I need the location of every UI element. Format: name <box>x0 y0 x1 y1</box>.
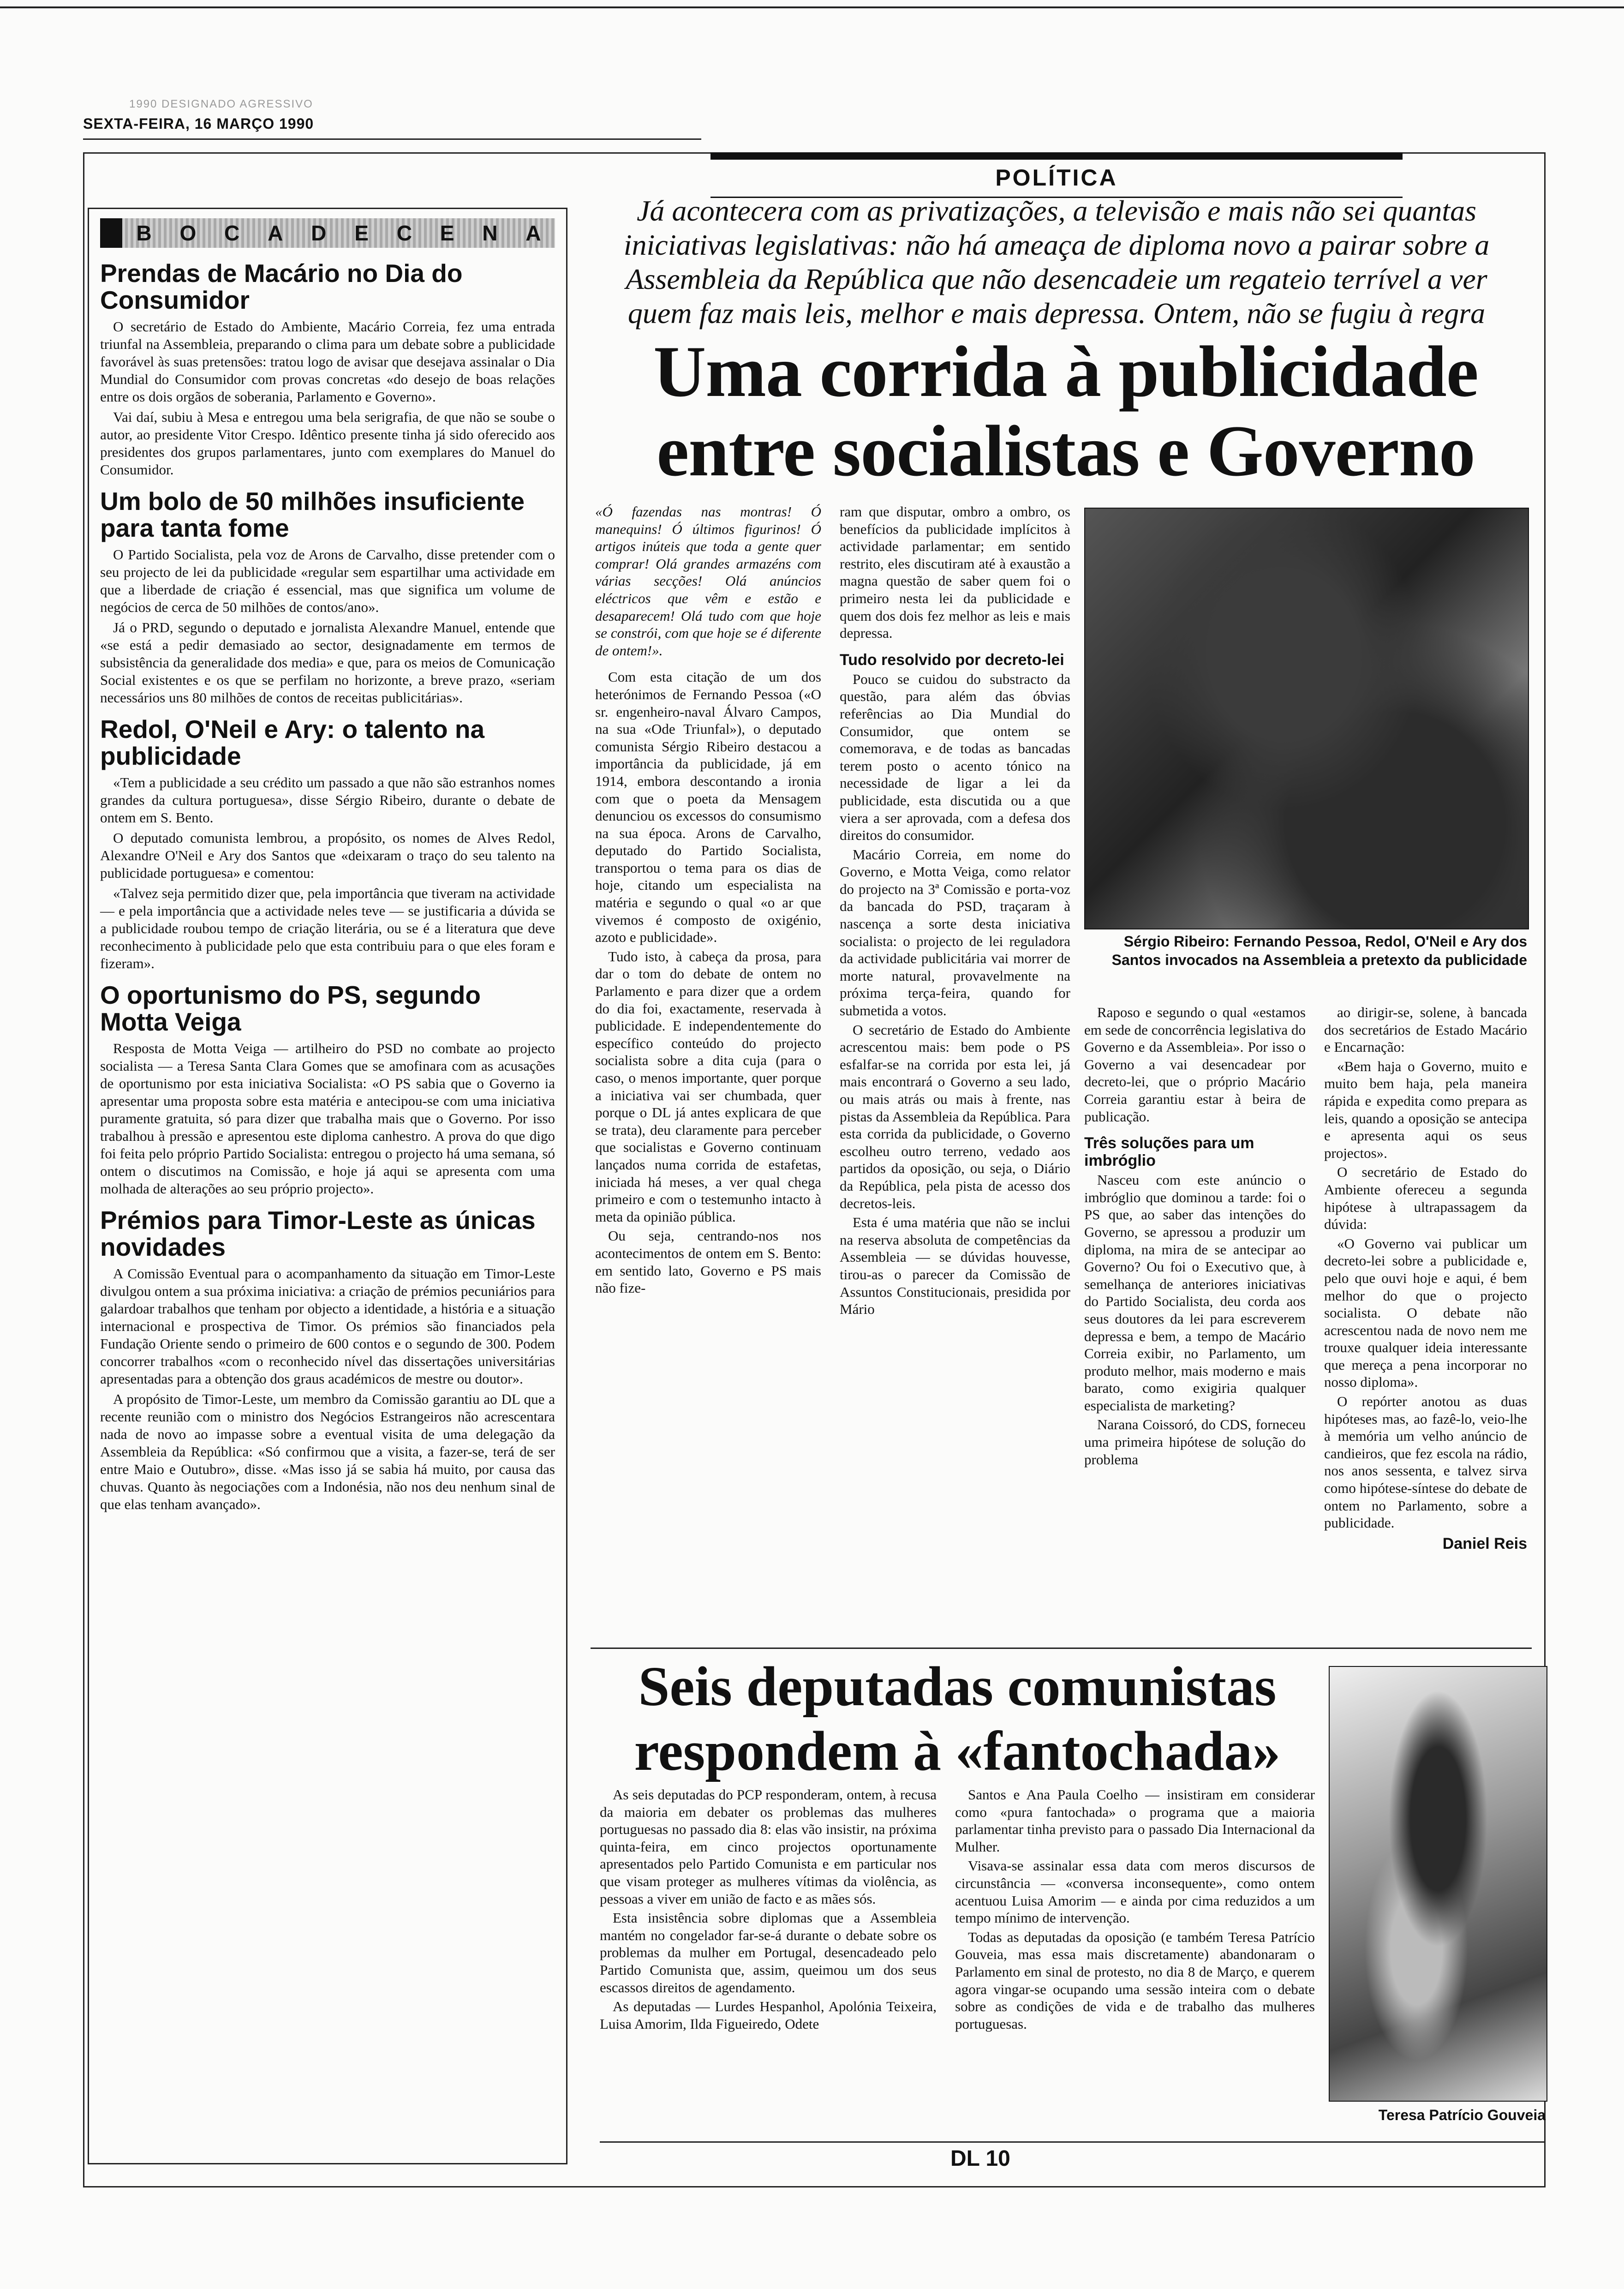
body-paragraph: Todas as deputadas da oposição (e também Teresa Patrício Gouveia, mas essa mais discretamente) abandonaram o Parlamento em sinal de protesto, no dia 8 de Março, e querem agora vingar-se ocupando uma sessão inteira com o debate sobre as condições de vida e de trabalho das mulheres portuguesas. <box>955 1929 1315 2032</box>
pessoa-quote: «Ó fazendas nas montras! Ó manequins! Ó últimos figurinos! Ó artigos inúteis que toda a gente quer comprar! Olá grandes armazéns com várias secções! Olá anúncios eléctricos que vêm e estão e desaparecem! Olá tudo com que hoje se constrói, com que hoje se é diferente de ontem!». <box>595 503 821 659</box>
body-paragraph: Macário Correia, em nome do Governo, e Motta Veiga, como relator do projecto na 3ª Comissão e porta-voz da bancada do PSD, traçaram à nascença a sorte desta iniciativa socialista: o projecto de lei reguladora da actividade publicitária vai morrer de morte natural, provavelmente na próxima terça-feira, quando for submetida a votos. <box>840 846 1070 1019</box>
banner-letter: E <box>354 221 369 245</box>
sidebar-story-title: O oportunismo do PS, segundo Motta Veiga <box>100 981 481 1036</box>
body-paragraph: Pouco se cuidou do substracto da questão, para além das óbvias referências ao Dia Mundial do Consumidor, que ontem se comemorava, e de todas as bancadas terem posto o acento tónico na necessidade de ligar a lei da publicidade, esta discutida ou a que viera a ser aprovada, com a defesa dos direitos do consumidor. <box>840 671 1070 844</box>
page-date: SEXTA-FEIRA, 16 MARÇO 1990 <box>83 115 314 132</box>
body-paragraph: Raposo e segundo o qual «estamos em sede de concorrência legislativa do Governo e da Assembleia». Por isso o Governo a vai desencadear por decreto-lei, que o próprio Macário Correia garantiu estar à beira de publicação. <box>1084 1004 1306 1125</box>
body-paragraph: O secretário de Estado do Ambiente ofereceu a segunda hipótese à ultrapassagem da dúvida: <box>1324 1164 1527 1233</box>
subhead-imbroglio: Três soluções para um imbróglio <box>1084 1134 1254 1170</box>
sidebar-stories <box>100 260 555 1513</box>
body-paragraph: Ou seja, centrando-nos nos acontecimentos de ontem em S. Bento: em sentido lato, Governo e PS mais não fize- <box>595 1228 821 1296</box>
body-paragraph: Narana Coissoró, do CDS, forneceu uma primeira hipótese de solução do problema <box>1084 1416 1306 1468</box>
sidebar-story-title: Redol, O'Neil e Ary: o talento na publicidade <box>100 715 485 770</box>
sidebar-paragraph: O deputado comunista lembrou, a propósito, os nomes de Alves Redol, Alexandre O'Neil e Ary dos Santos que «deixaram o traço do seu talento na publicidade portuguesa» e comentou: <box>100 830 555 881</box>
banner-letter: E <box>440 221 454 245</box>
body-paragraph: Esta insistência sobre diplomas que a Assembleia mantém no congelador far-se-á durante o debate sobre os problemas da mulher em Portugal, desencadeado pelo Partido Comunista que, assim, queimou um dos seus escassos direitos de agendamento. <box>600 1910 937 1995</box>
sidebar-paragraph: Vai daí, subiu à Mesa e entregou uma bela serigrafia, de que não se soube o autor, ao presidente Vitor Crespo. Idêntico presente tinha já sido oferecido aos presidentes dos grupos parlamentares, junto com exemplares do Manuel do Consumidor. <box>100 409 555 478</box>
banner-letter: O <box>179 221 197 245</box>
banner-letter: N <box>482 221 498 245</box>
banner-title <box>122 221 555 246</box>
banner-letter: A <box>525 221 541 245</box>
second-story-rule <box>591 1648 1532 1649</box>
banner-letter: D <box>311 221 327 245</box>
sidebar-paragraph: Resposta de Motta Veiga — artilheiro do PSD no combate ao projecto socialista — a Teresa Santa Clara Gomes que se amofinara com as acusações de oportunismo por esta iniciativa Socialista: «O PS sabia que o Governo ia apresentar uma proposta sobre esta matéria e antecipou-se com uma iniciativa puramente gratuita, só para dizer que trabalha mais que o Governo. Por isso trabalhou à pressão e apresentou este diploma canhestro. A prova do que digo foi feita pelo próprio Partido Socialista: entregou o projecto há uma semana, só ontem o discutimos na Comissão, e hoje já aqui se apresenta com uma molhada de alterações ao seu próprio projecto». <box>100 1040 555 1197</box>
second-headline: Seis deputadas comunistas respondem à «fantochada» <box>634 1655 1281 1782</box>
top-rule <box>0 0 1624 8</box>
sidebar-paragraph: O Partido Socialista, pela voz de Arons de Carvalho, disse pretender com o seu projecto de lei da publicidade «regular sem espartilhar uma actividade em que a liberdade de criação é essencial, mas que significa um volume de negócios de cerca de 50 milhões de contos/ano». <box>100 546 555 615</box>
banner-letter: C <box>224 221 240 245</box>
main-column-2 <box>840 503 1070 1320</box>
subhead-decreto: Tudo resolvido por decreto-lei <box>840 651 1064 669</box>
column-3-body <box>1084 1004 1306 1125</box>
column-2-intro: ram que disputar, ombro a ombro, os benefícios da publicidade implícitos à actividade parlamentar; em sentido restrito, eles discutiram até à exaustão a magna questão de saber quem foi o primeiro nesta lei da publicidade e quem dos dois fez melhor as leis e mais depressa. <box>840 503 1070 641</box>
sergio-ribeiro-photo <box>1084 508 1529 929</box>
section-title: POLÍTICA <box>995 165 1118 191</box>
sidebar-paragraph: Já o PRD, segundo o deputado e jornalista Alexandre Manuel, entende que «se está a pedir demasiado ao sector, designadamente em termos de subsistência da generalidade dos media» e que, para os meios de Comunicação Social existentes e os que se perfilam no horizonte, a breve prazo, «seriam necessários uns 80 milhões de contos de receitas publicitárias». <box>100 619 555 706</box>
page-folio: DL 10 <box>950 2146 1010 2171</box>
second-column-2-body <box>955 1786 1315 2032</box>
main-column-3 <box>1084 1004 1306 1470</box>
boca-de-cena-column <box>88 208 567 2164</box>
byline: Daniel Reis <box>1442 1534 1527 1552</box>
sidebar-paragraph: O secretário de Estado do Ambiente, Macário Correia, fez uma entrada triunfal na Assembleia, preparando o clima para um debate sobre a publicidade favorável às suas pretensões: tratou logo de avisar que desejava assinalar o Dia Mundial do Consumidor com provas concretas «do desejo de boas relações entre os dois orgãos de soberania, Parlamento e Governo». <box>100 318 555 405</box>
column-2-body <box>840 671 1070 1318</box>
main-deck: Já acontecera com as privatizações, a televisão e mais não sei quantas iniciativas legislativas: não há ameaça de diploma novo a pairar sobre a Assembleia da República que não desencadeie um regateio terrível a ver quem faz mais leis, melhor e mais depressa. Ontem, não se fugiu à regra <box>623 194 1490 330</box>
body-paragraph: As seis deputadas do PCP responderam, ontem, à recusa da maioria em debater os problemas das mulheres portuguesas no passado dia 8: elas vão insistir, na próxima quinta-feira, em cinco projectos oportunamente apresentados pelo Partido Comunista e em particular nos que visam proteger as mulheres vítimas da violência, as pessoas a viver em união de facto e as mães sós. <box>600 1786 937 1907</box>
body-paragraph: Com esta citação de um dos heterónimos de Fernando Pessoa («O sr. engenheiro-naval Álvaro Campos, na sua «Ode Triunfal»), o deputado comunista Sérgio Ribeiro destacou a importância da publicidade, já em 1914, embora descontando a ironia com que o poeta da Mensagem denunciou os excessos do consumismo na sua época. Arons de Carvalho, deputado do Partido Socialista, transportou o tema para os dias de hoje, citando um especialista na matéria e segundo o qual «o ar que vivemos é composto de oxigénio, azoto e publicidade». <box>595 669 821 946</box>
faint-stamp: 1990 DESIGNADO AGRESSIVO <box>129 98 313 110</box>
sidebar-paragraph: A Comissão Eventual para o acompanhamento da situação em Timor-Leste divulgou ontem a sua próxima iniciativa: a criação de prémios pecuniários para galardoar trabalhos que tenham por objecto a identidade, a história e a situação internacional e prospectiva de Timor. Os prémios são financiados pela Fundação Oriente sendo o primeiro de 600 contos e o segundo de 300. Podem concorrer trabalhos «com o reconhecido nível das dissertações universitárias apresentadas para a obtenção dos graus académicos de mestre ou doutor». <box>100 1265 555 1387</box>
body-paragraph: «Bem haja o Governo, muito e muito bem haja, pela maneira rápida e expedita como prepara as leis, quando a oposição se antecipa e apresenta aqui os seus projectos». <box>1324 1058 1527 1161</box>
second-column-1 <box>600 1786 937 2034</box>
body-paragraph: Tudo isto, à cabeça da prosa, para dar o tom do debate de ontem no Parlamento e para dizer que a ordem do dia foi, exactamente, reservada à publicidade. E independentemente do específico conteúdo do projecto socialista sobre a dita cuja (para o caso, o menos importante, quer porque a iniciativa vai ser chumbada, quer porque o DL já antes explicara de que se trata), deu claramente para perceber que socialistas e Governo continuam lançados numa corrida de estafetas, iniciada há meses, a ver qual chega primeiro e com o testemunho intacto à meta da opinião pública. <box>595 948 821 1225</box>
body-paragraph: ao dirigir-se, solene, à bancada dos secretários de Estado Macário e Encarnação: <box>1324 1004 1527 1055</box>
body-paragraph: Visava-se assinalar essa data com meros discursos de circunstância — «conversa inconsequente», como ontem acentuou Luisa Amorim — e ainda por cima reduzidos a um tempo mínimo de intervenção. <box>955 1858 1315 1926</box>
main-column-1 <box>595 503 821 1299</box>
second-column-2 <box>955 1786 1315 2034</box>
body-paragraph: As deputadas — Lurdes Hespanhol, Apolónia Teixeira, Luisa Amorim, Ilda Figueiredo, Odete <box>600 1998 937 2032</box>
body-paragraph: Esta é uma matéria que não se inclui na reserva absoluta de competências da Assembleia — se dúvidas houvesse, tirou-as o parecer da Comissão de Assuntos Constitucionais, presidida por Mário <box>840 1214 1070 1318</box>
body-paragraph: Nasceu com este anúncio o imbróglio que dominou a tarde: foi o PS que, ao saber das intenções do Governo, se apressou a produzir um diploma, na mira de se antecipar ao Governo? Ou foi o Executivo que, à semelhança de anteriores iniciativas do Partido Socialista, deu corda aos seus doutores da lei para escreverem depressa e bem, a tempo de Macário Correia exibir, no Parlamento, um produto melhor, mais moderno e mais barato, como exigiria qualquer especialista de marketing? <box>1084 1172 1306 1414</box>
main-headline: Uma corrida à publicidade entre socialistas e Governo <box>653 331 1478 491</box>
body-paragraph: O secretário de Estado do Ambiente acrescentou mais: bem pode o PS esfalfar-se na corrida por esta lei, já mais encontrará o Governo a seu lado, ou mais atrás ou mais à frente, nas pistas da Assembleia da República. Para esta corrida da publicidade, o Governo escolheu outro terreno, vedado aos partidos da oposição, ou seja, o Diário da República, pela pista de acesso dos decretos-leis. <box>840 1021 1070 1211</box>
date-rule <box>83 138 701 140</box>
column-1-body <box>595 668 821 1296</box>
sidebar-story-title: Prendas de Macário no Dia do Consumidor <box>100 259 463 314</box>
column-4-body <box>1324 1004 1527 1532</box>
banner-square <box>100 218 122 248</box>
sidebar-paragraph: «Tem a publicidade a seu crédito um passado a que não são estranhos nomes grandes da cultura portuguesa», disse Sérgio Ribeiro, durante o debate de ontem em S. Bento. <box>100 774 555 826</box>
banner-letter: C <box>396 221 412 245</box>
body-paragraph: «O Governo vai publicar um decreto-lei sobre a publicidade e, pelo que ouvi hoje e aqui, é bem melhor do que o projecto socialista. O debate não acrescentou nada de novo nem me trouxe qualquer ideia interessante que mereça a pena incorporar no nosso diploma». <box>1324 1235 1527 1390</box>
sidebar-paragraph: «Talvez seja permitido dizer que, pela importância que tiveram na actividade — e pela importância que a actividade neles teve — se justificaria a dúvida se a publicidade roubou tempo de criação literária, ou se é a literatura que deve reconhecimento à publicidade pelo que esta contribuiu para o que eles foram e fizeram». <box>100 885 555 971</box>
banner-letter: B <box>136 221 152 245</box>
body-paragraph: O repórter anotou as duas hipóteses mas, ao fazê-lo, veio-lhe à memória um velho anúncio de candieiros, que fez escola na rádio, nos anos sessenta, e talvez sirva como hipótese-síntese do debate de ontem no Parlamento, sobre a publicidade. <box>1324 1393 1527 1531</box>
column-3b-body <box>1084 1171 1306 1468</box>
bottom-rule <box>600 2141 1546 2143</box>
sidebar-story-title: Prémios para Timor-Leste as únicas novidades <box>100 1206 536 1261</box>
body-paragraph: Santos e Ana Paula Coelho — insistiram em considerar como «pura fantochada» o programa que a maioria parlamentar tinha previsto para o passado Dia Internacional da Mulher. <box>955 1786 1315 1855</box>
teresa-patricio-gouveia-photo <box>1329 1666 1547 2102</box>
second-column-1-body <box>600 1786 937 2032</box>
section-header <box>710 152 1403 198</box>
sidebar-story-title: Um bolo de 50 milhões insuficiente para tanta fome <box>100 487 525 542</box>
banner-letter: A <box>268 221 283 245</box>
photo-caption: Sérgio Ribeiro: Fernando Pessoa, Redol, O'Neil e Ary dos Santos invocados na Assembleia a pretexto da publicidade <box>1111 933 1527 968</box>
sidebar-paragraph: A propósito de Timor-Leste, um membro da Comissão garantiu ao DL que a recente reunião com o ministro dos Negócios Estrangeiros não acrescentara nada de novo ao impasse sobre a eventual visita de uma delegação da Assembleia da República: «Só confirmou que a visita, a fazer-se, terá de ser entre Maio e Outubro», disse. «Mas isso já se sabia há muito, por causa das chuvas. Quanto às negociações com a Indonésia, não nos deu nenhum sinal de que elas tenham avançado». <box>100 1391 555 1512</box>
main-column-4 <box>1324 1004 1527 1552</box>
boca-de-cena-banner <box>100 218 555 248</box>
photo2-caption: Teresa Patrício Gouveia <box>1378 2107 1546 2123</box>
